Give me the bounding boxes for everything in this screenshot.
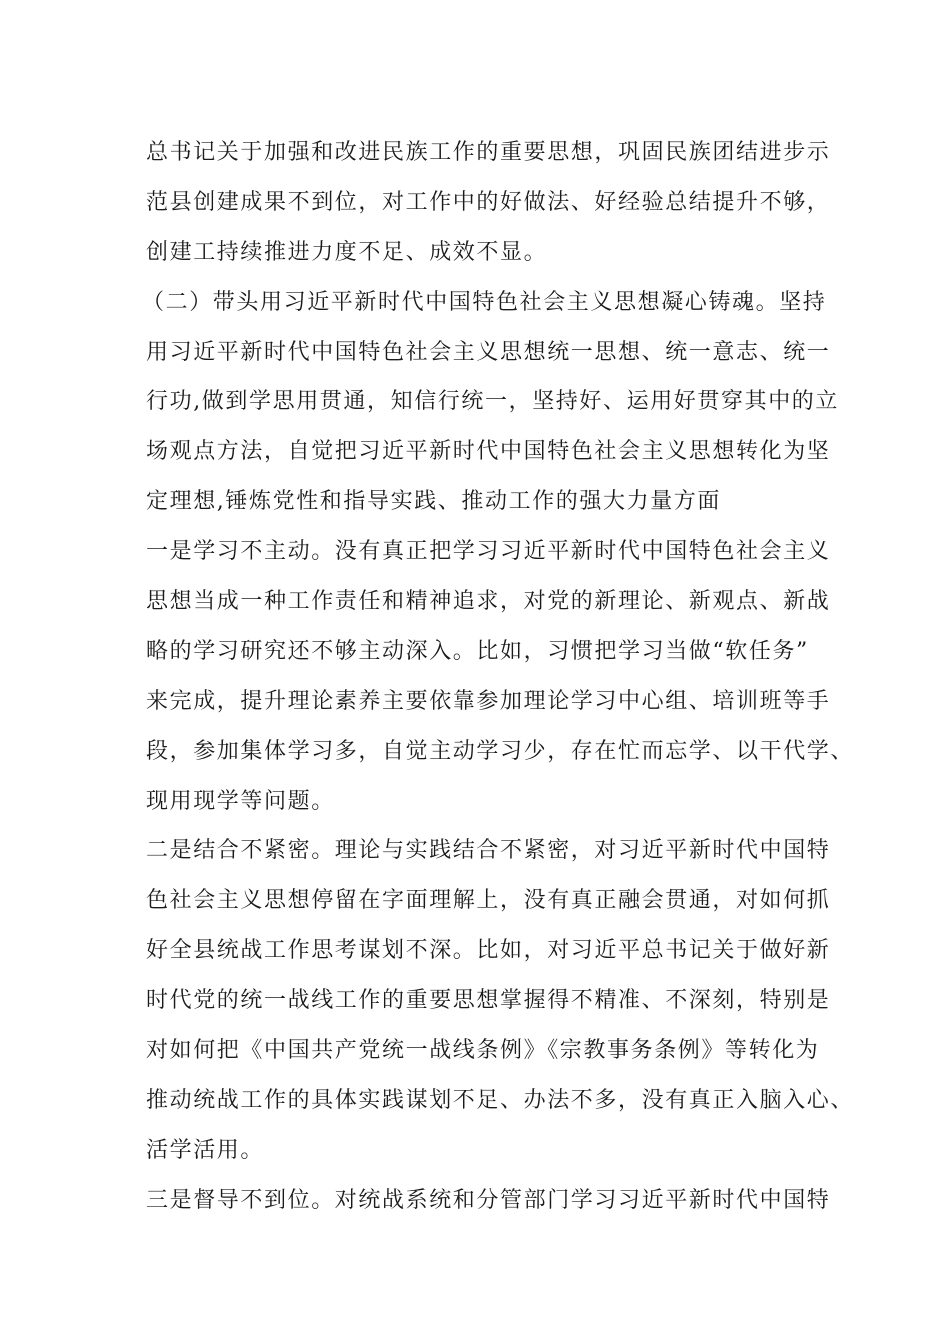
text-line: 现用现学等问题。 xyxy=(146,788,335,814)
text-line: 色社会主义思想停留在字面理解上，没有真正融会贯通，对如何抓 xyxy=(146,888,831,914)
text-line: 创建工持续推进力度不足、成效不显。 xyxy=(146,239,548,265)
text-line: 对如何把《中国共产党统一战线条例》《宗教事务条例》等转化为 xyxy=(146,1038,820,1064)
text-line: 思想当成一种工作责任和精神追求，对党的新理论、新观点、新战 xyxy=(146,589,831,615)
text-line: 用习近平新时代中国特色社会主义思想统一思想、统一意志、统一 xyxy=(146,339,831,365)
text-line: 定理想,锤炼党性和指导实践、推动工作的强大力量方面 xyxy=(146,489,721,515)
text-line: 段，参加集体学习多，自觉主动学习少，存在忙而忘学、以干代学、 xyxy=(146,738,855,764)
text-line: 推动统战工作的具体实践谋划不足、办法不多，没有真正入脑入心、 xyxy=(146,1087,855,1113)
section-heading-line: （二）带头用习近平新时代中国特色社会主义思想凝心铸魂。坚持 xyxy=(142,289,827,315)
text-line: 一是学习不主动。没有真正把学习习近平新时代中国特色社会主义 xyxy=(146,539,831,565)
text-line: 场观点方法，自觉把习近平新时代中国特色社会主义思想转化为坚 xyxy=(146,439,831,465)
text-line: 三是督导不到位。对统战系统和分管部门学习习近平新时代中国特 xyxy=(146,1187,831,1213)
text-line: 来完成，提升理论素养主要依靠参加理论学习中心组、培训班等手 xyxy=(146,688,831,714)
text-line: 活学活用。 xyxy=(146,1137,265,1163)
text-line: 略的学习研究还不够主动深入。比如，习惯把学习当做“软任务” xyxy=(146,638,809,664)
body-text xyxy=(142,128,855,1226)
text-line: 总书记关于加强和改进民族工作的重要思想，巩固民族团结进步示 xyxy=(146,140,831,165)
text-line: 好全县统战工作思考谋划不深。比如，对习近平总书记关于做好新 xyxy=(146,938,831,964)
text-line: 范县创建成果不到位，对工作中的好做法、好经验总结提升不够， xyxy=(146,189,831,215)
text-line: 行功,做到学思用贯通，知信行统一，坚持好、运用好贯穿其中的立 xyxy=(146,389,839,415)
text-line: 时代党的统一战线工作的重要思想掌握得不精准、不深刻，特别是 xyxy=(146,988,831,1014)
text-line: 二是结合不紧密。理论与实践结合不紧密，对习近平新时代中国特 xyxy=(146,838,831,864)
